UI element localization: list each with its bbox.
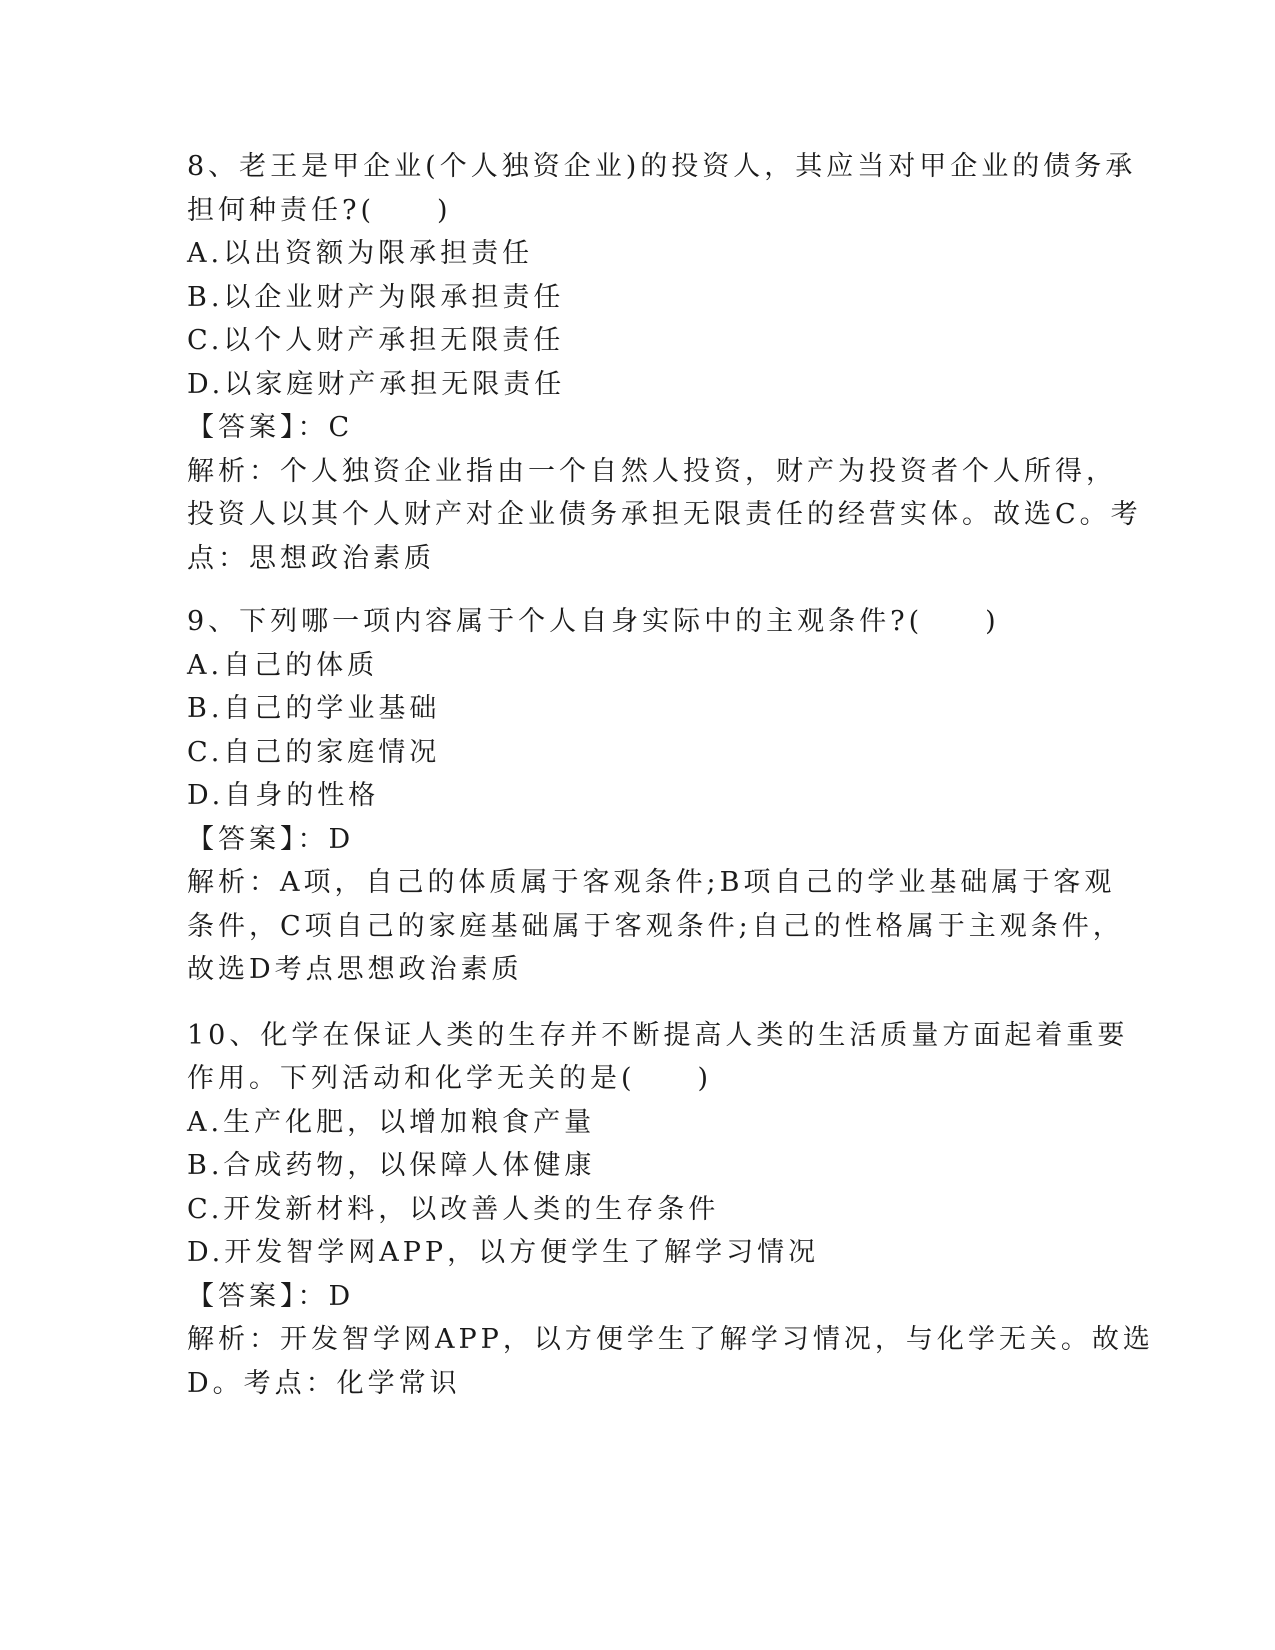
analysis: 故选D考点思想政治素质	[187, 954, 523, 985]
analysis: 条件，C项自己的家庭基础属于客观条件;自己的性格属于主观条件，	[187, 910, 1124, 942]
option-a: A.自己的体质	[187, 649, 379, 681]
option-b: B.以企业财产为限承担责任	[187, 281, 565, 313]
option-c: C.以个人财产承担无限责任	[187, 325, 565, 356]
question-stem: 8、老王是甲企业(个人独资企业)的投资人，其应当对甲企业的债务承	[187, 151, 1137, 182]
question-stem: 10、化学在保证人类的生存并不断提高人类的生活质量方面起着重要	[187, 1019, 1129, 1051]
option-c: C.自己的家庭情况	[187, 736, 441, 768]
answer: 【答案】：D	[187, 823, 355, 855]
option-b: B.自己的学业基础	[187, 693, 441, 724]
answer: 【答案】：C	[187, 412, 354, 443]
option-c: C.开发新材料，以改善人类的生存条件	[187, 1193, 720, 1225]
question-stem: 9、下列哪一项内容属于个人自身实际中的主观条件?( )	[187, 606, 1000, 637]
question-stem: 作用。下列活动和化学无关的是( )	[187, 1063, 713, 1094]
analysis: 解析：个人独资企业指由一个自然人投资，财产为投资者个人所得，	[187, 455, 1117, 487]
question-10	[187, 1014, 1154, 1406]
analysis: 点：思想政治素质	[187, 542, 435, 574]
analysis: 解析：开发智学网APP，以方便学生了解学习情况，与化学无关。故选	[187, 1324, 1154, 1355]
analysis: 解析：A项，自己的体质属于客观条件;B项自己的学业基础属于客观	[187, 867, 1116, 898]
analysis: D。考点：化学常识	[187, 1367, 461, 1399]
option-d: D.以家庭财产承担无限责任	[187, 368, 566, 400]
document-page	[187, 145, 1154, 1405]
option-d: D.自身的性格	[187, 780, 380, 811]
option-a: A.以出资额为限承担责任	[187, 238, 534, 269]
answer: 【答案】：D	[187, 1280, 355, 1312]
option-a: A.生产化肥，以增加粮食产量	[187, 1106, 596, 1138]
question-9	[187, 600, 1124, 992]
question-8	[187, 145, 1142, 580]
option-b: B.合成药物，以保障人体健康	[187, 1150, 596, 1181]
option-d: D.开发智学网APP，以方便学生了解学习情况	[187, 1237, 820, 1268]
analysis: 投资人以其个人财产对企业债务承担无限责任的经营实体。故选C。考	[187, 499, 1142, 530]
question-stem: 担何种责任?( )	[187, 194, 452, 226]
